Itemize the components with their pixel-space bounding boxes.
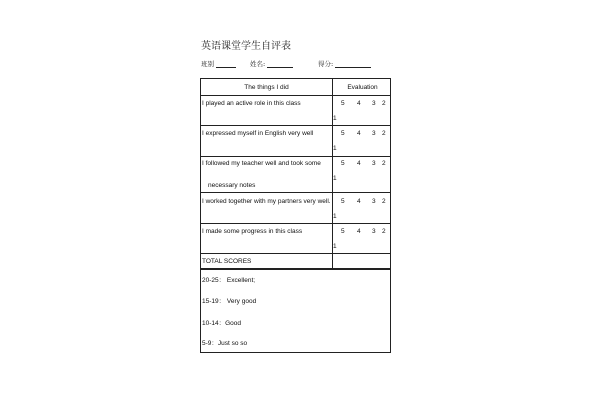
rating-3[interactable]: 3 bbox=[372, 100, 376, 107]
rating-3[interactable]: 3 bbox=[372, 130, 376, 137]
rating-2[interactable]: 2 bbox=[382, 100, 386, 107]
class-label: 班别 bbox=[201, 60, 214, 68]
rating-2[interactable]: 2 bbox=[382, 228, 386, 235]
row-divider bbox=[201, 125, 390, 126]
rating-1[interactable]: 1 bbox=[333, 243, 337, 250]
header-things-i-did: The things I did bbox=[244, 84, 289, 91]
statement-3: I followed my teacher well and took some bbox=[202, 160, 321, 167]
rating-5[interactable]: 5 bbox=[341, 198, 345, 205]
score-blank[interactable] bbox=[335, 60, 371, 68]
rating-1[interactable]: 1 bbox=[333, 175, 337, 182]
row-divider bbox=[201, 95, 390, 96]
column-divider bbox=[332, 79, 333, 268]
rating-2[interactable]: 2 bbox=[382, 160, 386, 167]
rating-5[interactable]: 5 bbox=[341, 130, 345, 137]
page-title: 英语课堂学生自评表 bbox=[201, 41, 291, 52]
rating-2[interactable]: 2 bbox=[382, 130, 386, 137]
scale-just-so-so: 5-9：Just so so bbox=[202, 340, 248, 347]
scale-very-good: 15-19： Very good bbox=[202, 298, 257, 305]
rating-5[interactable]: 5 bbox=[341, 160, 345, 167]
row-divider bbox=[201, 156, 390, 157]
statement-1: I played an active role in this class bbox=[202, 100, 301, 107]
score-field bbox=[318, 59, 371, 68]
name-blank[interactable] bbox=[267, 60, 293, 68]
rating-1[interactable]: 1 bbox=[333, 213, 337, 220]
statement-5: I made some progress in this class bbox=[202, 228, 303, 235]
evaluation-table bbox=[200, 78, 391, 353]
name-label: 姓名: bbox=[250, 60, 266, 68]
row-divider bbox=[201, 253, 390, 254]
rating-4[interactable]: 4 bbox=[357, 130, 361, 137]
statement-2: I expressed myself in English very well bbox=[202, 130, 314, 137]
header-evaluation: Evaluation bbox=[347, 84, 378, 91]
rating-3[interactable]: 3 bbox=[372, 228, 376, 235]
row-divider bbox=[201, 192, 390, 193]
rating-4[interactable]: 4 bbox=[357, 160, 361, 167]
class-blank[interactable] bbox=[216, 60, 236, 68]
rating-3[interactable]: 3 bbox=[372, 160, 376, 167]
statement-4: I worked together with my partners very well. bbox=[202, 198, 331, 205]
rating-5[interactable]: 5 bbox=[341, 100, 345, 107]
score-label: 得分: bbox=[318, 60, 334, 68]
rating-4[interactable]: 4 bbox=[357, 100, 361, 107]
total-scores-label: TOTAL SCORES bbox=[202, 258, 252, 265]
rating-3[interactable]: 3 bbox=[372, 198, 376, 205]
name-field bbox=[250, 59, 293, 68]
statement-3-continued: necessary notes bbox=[208, 182, 256, 189]
rating-5[interactable]: 5 bbox=[341, 228, 345, 235]
rating-4[interactable]: 4 bbox=[357, 198, 361, 205]
scale-good: 10-14：Good bbox=[202, 320, 242, 327]
rating-1[interactable]: 1 bbox=[333, 115, 337, 122]
class-field bbox=[201, 59, 236, 68]
scale-excellent: 20-25： Excellent; bbox=[202, 277, 256, 284]
rating-2[interactable]: 2 bbox=[382, 198, 386, 205]
rating-1[interactable]: 1 bbox=[333, 145, 337, 152]
section-divider bbox=[201, 268, 390, 270]
row-divider bbox=[201, 223, 390, 224]
rating-4[interactable]: 4 bbox=[357, 228, 361, 235]
